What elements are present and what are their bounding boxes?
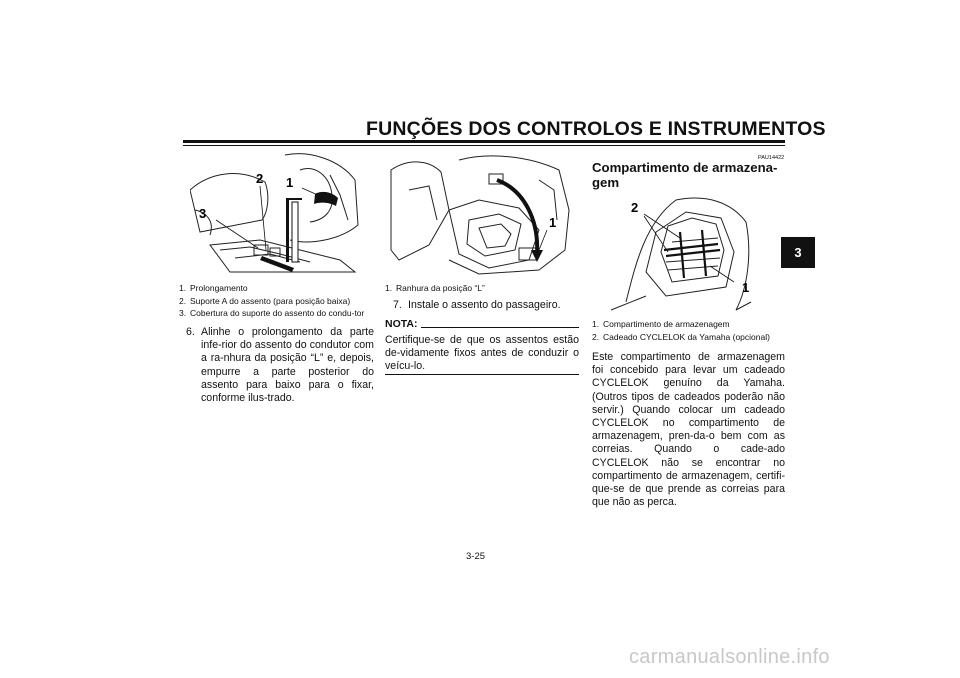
figure-label: 1 xyxy=(742,280,750,295)
caption-item xyxy=(179,295,375,308)
caption-text: Cadeado CYCLELOK da Yamaha (opcional) xyxy=(603,331,770,342)
caption-text: Compartimento de armazenagem xyxy=(603,319,730,329)
caption-number: 1. xyxy=(179,283,187,293)
figure-label: 2 xyxy=(256,171,264,186)
figure-captions xyxy=(385,282,581,295)
seat-bracket-illustration xyxy=(190,150,370,278)
step-number: 6. xyxy=(186,326,195,338)
step-text: Alinhe o prolongamento da parte infe-rior do assento do condutor com a ra-nhura da posição “L” e, depois, empurre a parte posterior do assento para baixo para o fixar, conforme ilus-trado. xyxy=(201,326,374,405)
figure-label: 3 xyxy=(199,206,207,221)
section-title xyxy=(592,161,788,190)
caption-item xyxy=(179,307,375,320)
caption-item xyxy=(592,318,788,331)
storage-compartment-illustration xyxy=(606,192,756,316)
section-title-line: gem xyxy=(592,174,620,190)
note-end-rule xyxy=(385,374,579,375)
chapter-tab: 3 xyxy=(781,237,815,268)
figure-label: 1 xyxy=(549,215,557,230)
figure-label: 2 xyxy=(631,200,639,215)
caption-number: 2. xyxy=(592,331,600,342)
step-7 xyxy=(393,299,579,312)
figure-captions xyxy=(179,282,375,320)
caption-text: Prolongamento xyxy=(190,283,248,293)
figure-label: 1 xyxy=(286,175,294,190)
caption-number: 2. xyxy=(179,295,187,306)
note-label: NOTA: xyxy=(385,318,418,330)
figure-captions xyxy=(592,318,788,343)
header-rule xyxy=(183,140,785,143)
caption-item xyxy=(179,282,375,295)
note-rule xyxy=(421,327,579,328)
seat-slot-illustration xyxy=(389,150,575,278)
caption-text: Suporte A do assento (para posição baixa) xyxy=(190,295,351,306)
caption-item xyxy=(592,331,788,344)
note-header xyxy=(385,318,579,330)
caption-number: 3. xyxy=(179,308,187,319)
step-text: Instale o assento do passageiro. xyxy=(408,299,561,311)
page-title: FUNÇÕES DOS CONTROLOS E INSTRUMENTOS xyxy=(366,118,826,140)
header-rule-thin xyxy=(183,145,785,146)
document-code: PAU14422 xyxy=(758,155,785,161)
page-number: 3-25 xyxy=(466,551,486,562)
caption-number: 1. xyxy=(385,283,393,293)
section-paragraph: Este compartimento de armazenagem foi concebido para levar um cadeado CYCLELOK genuíno da Yamaha. (Outros tipos de cadeados poderão não servir.) Quando colocar um cadeado CYCLELOK no compartimento de armazenagem, pren-da-o bem com as correias. Quando o cade-ado CYCLELOK não se encontrar no compartimento de armazenagem, certifi-que-se de que prende as correias para que não as perca. xyxy=(592,351,785,509)
step-number: 7. xyxy=(393,299,402,311)
caption-number: 1. xyxy=(592,319,600,329)
step-6 xyxy=(186,326,374,405)
watermark: carmanualsonline.info xyxy=(629,646,830,668)
caption-text: Ranhura da posição “L” xyxy=(396,283,485,293)
caption-text: Cobertura do suporte do assento do condu-tor xyxy=(190,308,365,319)
note-text: Certifique-se de que os assentos estão de-vidamente fixos antes de conduzir o veícu-lo. xyxy=(385,334,579,373)
section-title-line: Compartimento de armazena- xyxy=(592,160,778,175)
caption-item xyxy=(385,282,581,295)
